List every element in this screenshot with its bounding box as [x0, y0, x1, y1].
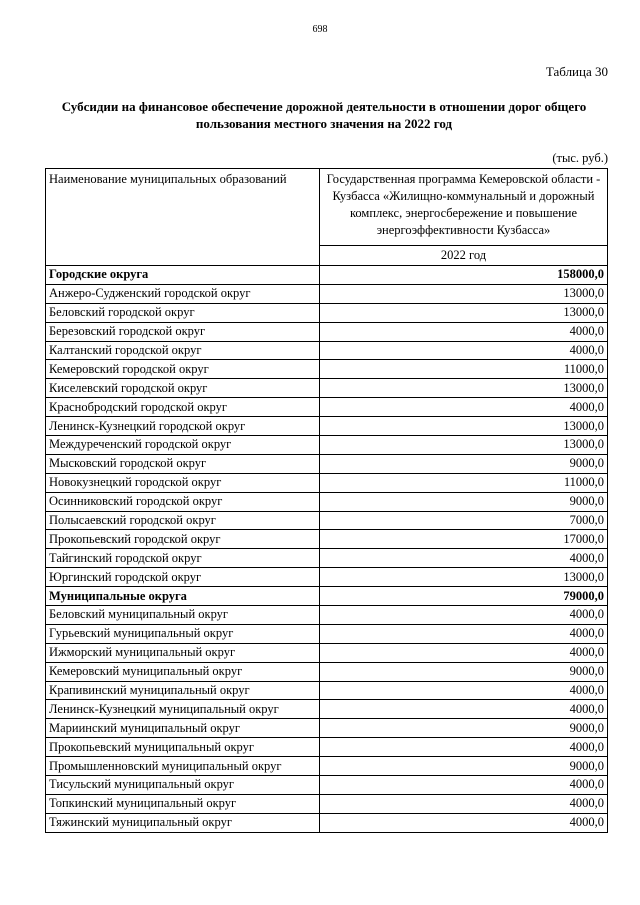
row-name: Березовский городской округ	[46, 322, 320, 341]
row-name: Тайгинский городской округ	[46, 549, 320, 568]
row-name: Междуреченский городской округ	[46, 436, 320, 455]
table-row	[46, 738, 608, 757]
table-row	[46, 813, 608, 832]
table-row	[46, 662, 608, 681]
row-value: 13000,0	[320, 568, 608, 587]
row-name: Осинниковский городской округ	[46, 492, 320, 511]
row-name: Мариинский муниципальный округ	[46, 719, 320, 738]
table-row	[46, 417, 608, 436]
table-row	[46, 284, 608, 303]
row-value: 4000,0	[320, 398, 608, 417]
row-value: 9000,0	[320, 757, 608, 776]
table-row	[46, 322, 608, 341]
row-value: 13000,0	[320, 417, 608, 436]
row-value: 7000,0	[320, 511, 608, 530]
subsidy-table	[45, 168, 608, 833]
table-row	[46, 681, 608, 700]
row-value: 4000,0	[320, 776, 608, 795]
table-row	[46, 568, 608, 587]
row-name: Ленинск-Кузнецкий муниципальный округ	[46, 700, 320, 719]
table-label: Таблица 30	[545, 64, 608, 79]
row-name: Ижморский муниципальный округ	[46, 643, 320, 662]
row-value: 4000,0	[320, 606, 608, 625]
row-value: 4000,0	[320, 681, 608, 700]
row-value: 13000,0	[320, 284, 608, 303]
table-row	[46, 341, 608, 360]
row-name: Кемеровский муниципальный округ	[46, 662, 320, 681]
row-name: Юргинский городской округ	[46, 568, 320, 587]
table-row	[46, 454, 608, 473]
row-name: Городские округа	[46, 266, 320, 285]
row-value: 11000,0	[320, 473, 608, 492]
row-value: 158000,0	[320, 266, 608, 285]
table-row	[46, 436, 608, 455]
row-name: Новокузнецкий городской округ	[46, 473, 320, 492]
row-name: Топкинский муниципальный округ	[46, 794, 320, 813]
table-row	[46, 379, 608, 398]
row-value: 4000,0	[320, 813, 608, 832]
table-row	[46, 511, 608, 530]
row-value: 4000,0	[320, 341, 608, 360]
row-name: Беловский муниципальный округ	[46, 606, 320, 625]
table-group-row	[46, 587, 608, 606]
row-value: 13000,0	[320, 436, 608, 455]
table-row	[46, 719, 608, 738]
row-name: Кемеровский городской округ	[46, 360, 320, 379]
row-name: Тяжинский муниципальный округ	[46, 813, 320, 832]
document-title: Субсидии на финансовое обеспечение дорожной деятельности в отношении дорог общего пользования местного значения на 2022 год	[61, 99, 587, 131]
row-name: Киселевский городской округ	[46, 379, 320, 398]
row-value: 11000,0	[320, 360, 608, 379]
table-row	[46, 794, 608, 813]
table-row	[46, 606, 608, 625]
table-row	[46, 549, 608, 568]
table-row	[46, 624, 608, 643]
row-value: 9000,0	[320, 662, 608, 681]
row-value: 9000,0	[320, 492, 608, 511]
row-name: Тисульский муниципальный округ	[46, 776, 320, 795]
header-name-column: Наименование муниципальных образований	[46, 169, 320, 266]
row-value: 13000,0	[320, 379, 608, 398]
table-row	[46, 473, 608, 492]
table-group-row	[46, 266, 608, 285]
row-name: Анжеро-Судженский городской округ	[46, 284, 320, 303]
row-value: 4000,0	[320, 700, 608, 719]
row-name: Гурьевский муниципальный округ	[46, 624, 320, 643]
row-name: Калтанский городской округ	[46, 341, 320, 360]
header-program-column: Государственная программа Кемеровской области - Кузбасса «Жилищно-коммунальный и дорожный комплекс, энергосбережение и повышение энергоэффективности Кузбасса»	[320, 169, 608, 246]
row-name: Беловский городской округ	[46, 303, 320, 322]
table-row	[46, 492, 608, 511]
row-name: Краснобродский городской округ	[46, 398, 320, 417]
table-row	[46, 643, 608, 662]
row-value: 9000,0	[320, 719, 608, 738]
row-name: Прокопьевский муниципальный округ	[46, 738, 320, 757]
row-name: Ленинск-Кузнецкий городской округ	[46, 417, 320, 436]
row-value: 4000,0	[320, 322, 608, 341]
units-note: (тыс. руб.)	[552, 151, 608, 165]
table-header-row	[46, 169, 608, 246]
row-value: 17000,0	[320, 530, 608, 549]
table-row	[46, 700, 608, 719]
row-value: 4000,0	[320, 738, 608, 757]
table-row	[46, 398, 608, 417]
row-name: Муниципальные округа	[46, 587, 320, 606]
row-value: 9000,0	[320, 454, 608, 473]
table-row	[46, 530, 608, 549]
row-name: Полысаевский городской округ	[46, 511, 320, 530]
page-number: 698	[312, 24, 328, 35]
table-row	[46, 303, 608, 322]
header-year-column: 2022 год	[320, 246, 608, 266]
row-value: 4000,0	[320, 794, 608, 813]
row-value: 4000,0	[320, 549, 608, 568]
table-row	[46, 776, 608, 795]
row-value: 4000,0	[320, 643, 608, 662]
table-body	[46, 266, 608, 833]
row-value: 79000,0	[320, 587, 608, 606]
row-name: Мысковский городской округ	[46, 454, 320, 473]
table-row	[46, 360, 608, 379]
row-value: 4000,0	[320, 624, 608, 643]
row-value: 13000,0	[320, 303, 608, 322]
row-name: Крапивинский муниципальный округ	[46, 681, 320, 700]
row-name: Прокопьевский городской округ	[46, 530, 320, 549]
row-name: Промышленновский муниципальный округ	[46, 757, 320, 776]
table-row	[46, 757, 608, 776]
